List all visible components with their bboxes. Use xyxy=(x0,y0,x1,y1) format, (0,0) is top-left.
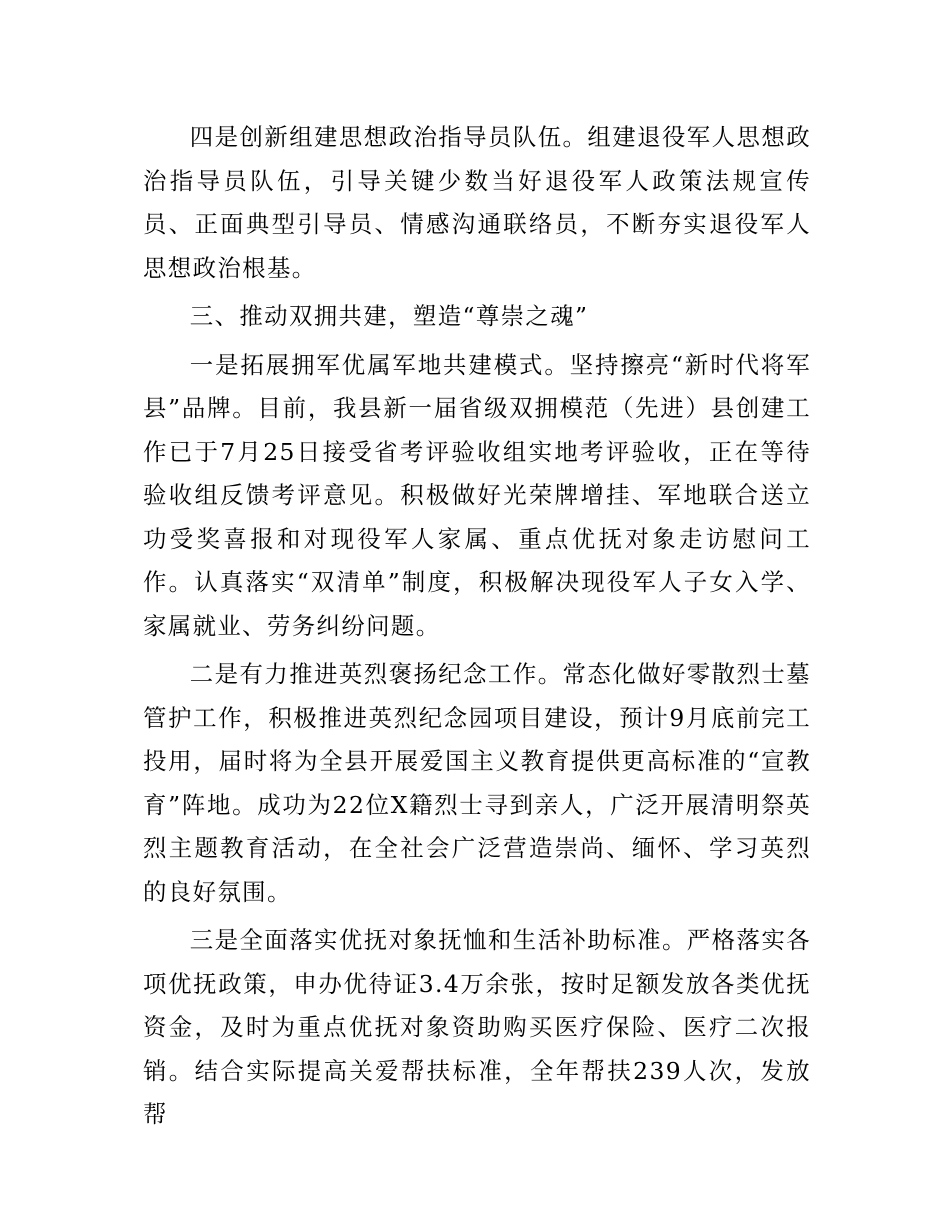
paragraph-martyr-commemoration: 二是有力推进英烈褒扬纪念工作。常态化做好零散烈士墓管护工作，积极推进英烈纪念园项目建设，预计9月底前完工投用，届时将为全县开展爱国主义教育提供更高标准的“宣教育”阵地。成功为22位X籍烈士寻到亲人，广泛开展清明祭英烈主题教育活动，在全社会广泛营造崇尚、缅怀、学习英烈的良好氛围。 xyxy=(143,660,811,906)
paragraph-military-civil-cobuilding: 一是拓展拥军优属军地共建模式。坚持擦亮“新时代将军县”品牌。目前，我县新一届省级双拥模范（先进）县创建工作已于7月25日接受省考评验收组实地考评验收，正在等待验收组反馈考评意见。积极做好光荣牌增挂、军地联合送立功受奖喜报和对现役军人家属、重点优抚对象走访慰问工作。认真落实“双清单”制度，积极解决现役军人子女入学、家属就业、劳务纠纷问题。 xyxy=(143,350,811,640)
paragraph-political-instructors: 四是创新组建思想政治指导员队伍。组建退役军人思想政治指导员队伍，引导关键少数当好退役军人政策法规宣传员、正面典型引导员、情感沟通联络员，不断夯实退役军人思想政治根基。 xyxy=(143,123,811,282)
document-body xyxy=(143,116,811,1137)
section-heading-double-support: 三、推动双拥共建，塑造“尊崇之魂” xyxy=(189,302,589,330)
paragraph-preferential-subsidies: 三是全面落实优抚对象抚恤和生活补助标准。严格落实各项优抚政策，申办优待证3.4万余张，按时足额发放各类优抚资金，及时为重点优抚对象资助购买医疗保险、医疗二次报销。结合实际提高关爱帮扶标准，全年帮扶239人次，发放帮 xyxy=(143,926,811,1128)
